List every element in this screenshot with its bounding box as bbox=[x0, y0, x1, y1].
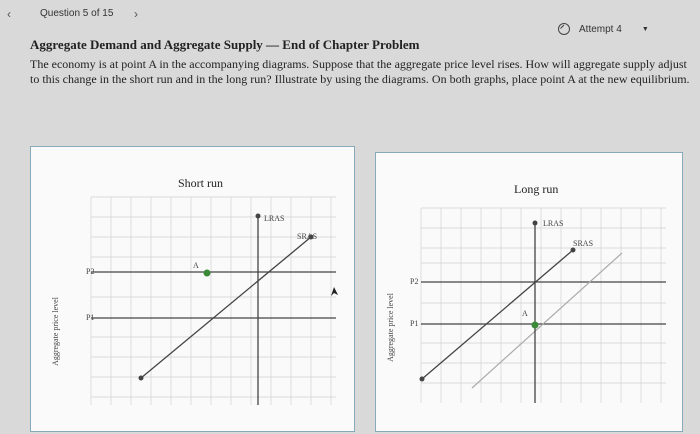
long-run-panel bbox=[375, 152, 683, 432]
sras-label: SRAS bbox=[573, 239, 594, 248]
cursor-icon bbox=[331, 287, 338, 296]
short-run-panel bbox=[30, 146, 355, 432]
point-a-label: A bbox=[193, 261, 199, 270]
point-a-label: A bbox=[522, 309, 528, 318]
check-circle-icon bbox=[558, 23, 570, 35]
short-run-title: Short run bbox=[178, 176, 223, 190]
long-run-graph[interactable] bbox=[376, 153, 682, 431]
short-run-y-axis-label: Aggregate price level bbox=[50, 297, 60, 366]
chevron-right-icon[interactable]: › bbox=[134, 7, 138, 21]
problem-title: Aggregate Demand and Aggregate Supply — End of Chapter Problem bbox=[30, 37, 420, 52]
p2-label: P2 bbox=[86, 267, 95, 276]
attempt-label: Attempt 4 bbox=[579, 23, 622, 35]
lras-label: LRAS bbox=[543, 219, 564, 228]
long-run-title: Long run bbox=[514, 182, 559, 196]
attempt-dropdown[interactable] bbox=[558, 20, 658, 38]
p2-label: P2 bbox=[410, 277, 419, 286]
lras-handle[interactable] bbox=[533, 221, 538, 226]
sras-handle-start[interactable] bbox=[139, 376, 144, 381]
short-run-grid bbox=[91, 197, 336, 405]
lras-label: LRAS bbox=[264, 214, 285, 223]
sras-label: SRAS bbox=[297, 232, 318, 241]
long-run-grid bbox=[421, 208, 666, 403]
chevron-left-icon[interactable]: ‹ bbox=[7, 7, 11, 21]
sras-line[interactable] bbox=[422, 250, 573, 379]
question-counter: Question 5 of 15 bbox=[40, 8, 114, 19]
p1-label: P1 bbox=[86, 313, 95, 322]
point-a[interactable] bbox=[532, 322, 539, 329]
caret-down-icon: ▼ bbox=[641, 25, 649, 33]
point-a[interactable] bbox=[204, 270, 211, 277]
sras-handle-start[interactable] bbox=[420, 377, 425, 382]
sras-handle-end[interactable] bbox=[571, 248, 576, 253]
lras-handle[interactable] bbox=[256, 214, 261, 219]
sras-shifted-line[interactable] bbox=[472, 253, 622, 388]
short-run-graph[interactable] bbox=[31, 147, 354, 431]
long-run-y-axis-label: Aggregate price level bbox=[385, 293, 395, 362]
problem-text: The economy is at point A in the accompanying diagrams. Suppose that the aggregate price level rises. How will aggregate supply adjust to this change in the short run and in the long run? Illustrate by using the diagrams. On both graphs, place point A at the new equilibrium. bbox=[30, 57, 690, 86]
p1-label: P1 bbox=[410, 319, 419, 328]
